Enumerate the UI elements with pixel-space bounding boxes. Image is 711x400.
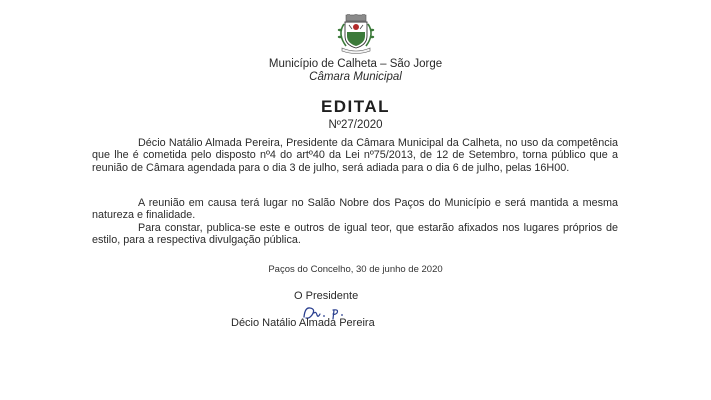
signer-name: Décio Natálio Almada Pereira [231,317,375,329]
date-line: Paços do Concelho, 30 de junho de 2020 [268,264,443,275]
body-paragraph-announcement: Décio Natálio Almada Pereira, Presidente da Câmara Municipal da Calheta, no uso da competência que lhe é cometida pelo disposto nº4 do artº40 da Lei nº75/2013, de 12 de Setembro, torna público que a reunião de Câmara agendada para o dia 3 de julho, será adiada para o dia 6 de julho, pelas 16H00. [92,137,618,174]
municipality-name: Município de Calheta – São Jorge [268,58,443,70]
document-number: Nº27/2020 [328,119,383,131]
signer-role: O Presidente [294,290,359,302]
chamber-name: Câmara Municipal [309,71,402,83]
body-paragraph-location: A reunião em causa terá lugar no Salão Nobre dos Paços do Município e será mantida a mesma natureza e finalidade. [92,197,618,222]
coat-of-arms-icon [320,14,392,54]
body-paragraph-publication: Para constar, publica-se este e outros de igual teor, que estarão afixados nos lugares próprios de estilo, para a respectiva divulgação pública. [92,222,618,247]
document-title: EDITAL [320,97,391,116]
